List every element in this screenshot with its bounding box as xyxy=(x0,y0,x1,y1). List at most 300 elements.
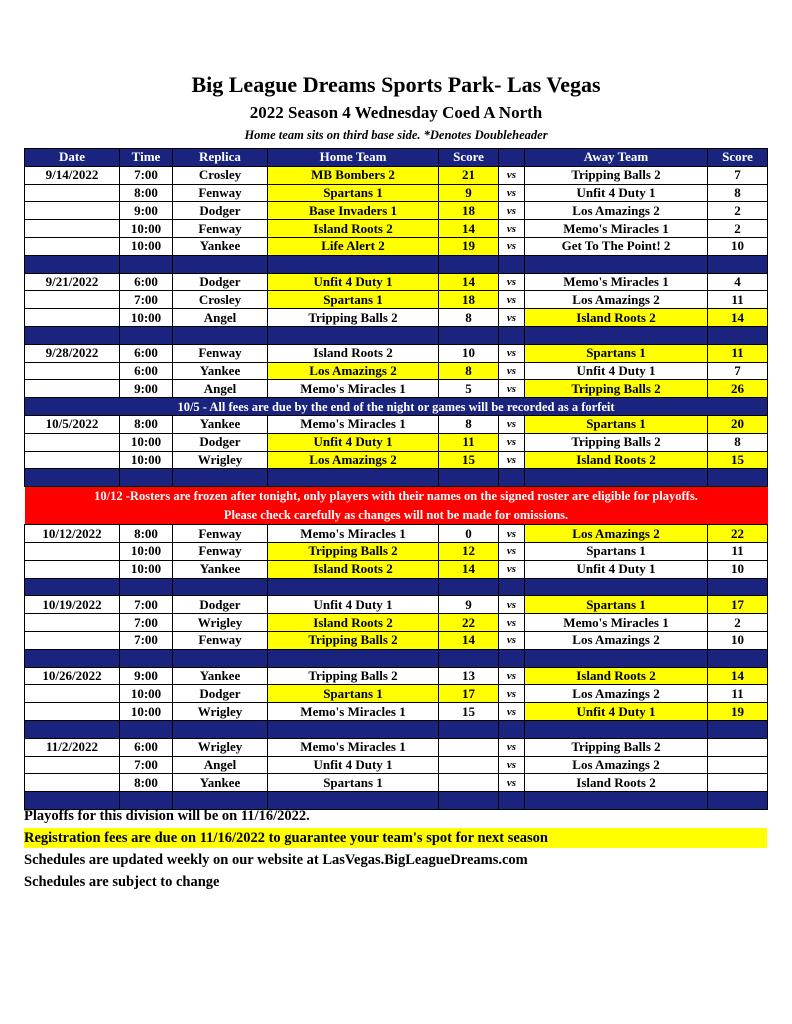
game-row xyxy=(25,237,768,255)
away-score: 20 xyxy=(708,415,768,433)
home-score xyxy=(439,756,499,774)
game-time: 8:00 xyxy=(120,525,173,543)
home-score: 15 xyxy=(439,703,499,721)
game-replica-field: Fenway xyxy=(173,525,268,543)
game-replica-field: Crosley xyxy=(173,166,268,184)
separator-cell xyxy=(25,578,120,596)
game-replica-field: Dodger xyxy=(173,202,268,220)
separator-cell xyxy=(173,720,268,738)
separator-cell xyxy=(268,649,439,667)
away-team: Tripping Balls 2 xyxy=(525,380,708,398)
home-score: 21 xyxy=(439,166,499,184)
away-score: 10 xyxy=(708,560,768,578)
separator-cell xyxy=(173,255,268,273)
separator-cell xyxy=(25,326,120,344)
game-replica-field: Angel xyxy=(173,309,268,327)
game-replica-field: Wrigley xyxy=(173,451,268,469)
away-team: Tripping Balls 2 xyxy=(525,166,708,184)
game-replica-field: Fenway xyxy=(173,184,268,202)
away-score: 2 xyxy=(708,614,768,632)
game-date xyxy=(25,451,120,469)
home-score xyxy=(439,738,499,756)
separator-cell xyxy=(439,326,499,344)
game-time: 10:00 xyxy=(120,433,173,451)
away-team: Los Amazings 2 xyxy=(525,756,708,774)
away-score: 2 xyxy=(708,202,768,220)
separator-cell xyxy=(173,469,268,487)
separator-cell xyxy=(25,255,120,273)
game-row xyxy=(25,738,768,756)
home-team: Memo's Miracles 1 xyxy=(268,525,439,543)
home-score: 14 xyxy=(439,273,499,291)
game-replica-field: Yankee xyxy=(173,237,268,255)
game-date: 10/19/2022 xyxy=(25,596,120,614)
roster-alert-row-2 xyxy=(25,506,768,525)
separator-cell xyxy=(439,469,499,487)
vs-label: vs xyxy=(499,738,525,756)
vs-label: vs xyxy=(499,433,525,451)
home-team: Memo's Miracles 1 xyxy=(268,738,439,756)
home-score: 22 xyxy=(439,614,499,632)
separator-cell xyxy=(708,469,768,487)
separator-cell xyxy=(439,649,499,667)
game-date xyxy=(25,220,120,238)
game-date xyxy=(25,774,120,792)
game-row xyxy=(25,415,768,433)
game-replica-field: Angel xyxy=(173,380,268,398)
separator-cell xyxy=(525,649,708,667)
game-time: 9:00 xyxy=(120,202,173,220)
column-header-away-team: Away Team xyxy=(525,149,708,167)
game-date xyxy=(25,685,120,703)
home-score: 0 xyxy=(439,525,499,543)
separator-cell xyxy=(439,720,499,738)
game-time: 10:00 xyxy=(120,237,173,255)
home-score: 14 xyxy=(439,220,499,238)
separator-row xyxy=(25,469,768,487)
away-score xyxy=(708,774,768,792)
away-team: Island Roots 2 xyxy=(525,451,708,469)
separator-cell xyxy=(120,326,173,344)
game-date xyxy=(25,560,120,578)
game-row xyxy=(25,542,768,560)
home-score: 8 xyxy=(439,415,499,433)
vs-label: vs xyxy=(499,184,525,202)
vs-label: vs xyxy=(499,542,525,560)
away-team: Spartans 1 xyxy=(525,542,708,560)
game-replica-field: Yankee xyxy=(173,560,268,578)
separator-cell xyxy=(25,649,120,667)
game-row xyxy=(25,273,768,291)
home-team: Unfit 4 Duty 1 xyxy=(268,596,439,614)
game-date: 10/5/2022 xyxy=(25,415,120,433)
away-score: 22 xyxy=(708,525,768,543)
game-row xyxy=(25,184,768,202)
separator-cell xyxy=(439,255,499,273)
home-score: 8 xyxy=(439,309,499,327)
home-team: Island Roots 2 xyxy=(268,344,439,362)
game-replica-field: Wrigley xyxy=(173,738,268,756)
game-date xyxy=(25,184,120,202)
game-row xyxy=(25,774,768,792)
home-team: Los Amazings 2 xyxy=(268,362,439,380)
game-row xyxy=(25,309,768,327)
home-score: 14 xyxy=(439,631,499,649)
game-date: 9/28/2022 xyxy=(25,344,120,362)
away-score: 26 xyxy=(708,380,768,398)
home-team: Spartans 1 xyxy=(268,685,439,703)
game-row xyxy=(25,631,768,649)
separator-cell xyxy=(708,720,768,738)
separator-cell xyxy=(25,720,120,738)
vs-label: vs xyxy=(499,309,525,327)
vs-label: vs xyxy=(499,631,525,649)
game-replica-field: Yankee xyxy=(173,415,268,433)
game-row xyxy=(25,451,768,469)
separator-cell xyxy=(708,578,768,596)
separator-cell xyxy=(499,720,525,738)
separator-cell xyxy=(708,326,768,344)
game-replica-field: Dodger xyxy=(173,596,268,614)
game-replica-field: Crosley xyxy=(173,291,268,309)
away-score: 11 xyxy=(708,685,768,703)
vs-label: vs xyxy=(499,362,525,380)
website-notice: Schedules are updated weekly on our website at LasVegas.BigLeagueDreams.com xyxy=(24,852,528,868)
away-team: Unfit 4 Duty 1 xyxy=(525,184,708,202)
vs-label: vs xyxy=(499,415,525,433)
schedule-note: Home team sits on third base side. *Denotes Doubleheader xyxy=(244,128,548,142)
game-time: 7:00 xyxy=(120,614,173,632)
home-score: 11 xyxy=(439,433,499,451)
game-row xyxy=(25,166,768,184)
page-subtitle: 2022 Season 4 Wednesday Coed A North xyxy=(249,103,543,122)
game-replica-field: Dodger xyxy=(173,273,268,291)
game-time: 10:00 xyxy=(120,542,173,560)
home-team: Memo's Miracles 1 xyxy=(268,415,439,433)
home-team: Island Roots 2 xyxy=(268,560,439,578)
game-replica-field: Wrigley xyxy=(173,614,268,632)
game-replica-field: Fenway xyxy=(173,542,268,560)
separator-cell xyxy=(525,469,708,487)
notice-row xyxy=(25,398,768,416)
column-header-home-team: Home Team xyxy=(268,149,439,167)
home-score: 15 xyxy=(439,451,499,469)
home-team: MB Bombers 2 xyxy=(268,166,439,184)
separator-cell xyxy=(268,578,439,596)
home-team: Spartans 1 xyxy=(268,184,439,202)
home-score: 10 xyxy=(439,344,499,362)
game-replica-field: Yankee xyxy=(173,362,268,380)
vs-label: vs xyxy=(499,344,525,362)
game-time: 10:00 xyxy=(120,220,173,238)
separator-cell xyxy=(525,255,708,273)
fees-notice: 10/5 - All fees are due by the end of the night or games will be recorded as a forfeit xyxy=(25,398,768,416)
away-score: 4 xyxy=(708,273,768,291)
separator-row xyxy=(25,326,768,344)
separator-cell xyxy=(708,649,768,667)
game-replica-field: Fenway xyxy=(173,631,268,649)
separator-row xyxy=(25,720,768,738)
home-score: 13 xyxy=(439,667,499,685)
vs-label: vs xyxy=(499,451,525,469)
game-date: 9/14/2022 xyxy=(25,166,120,184)
separator-cell xyxy=(120,720,173,738)
home-team: Tripping Balls 2 xyxy=(268,309,439,327)
separator-cell xyxy=(173,578,268,596)
away-score: 19 xyxy=(708,703,768,721)
away-score: 10 xyxy=(708,237,768,255)
game-time: 9:00 xyxy=(120,380,173,398)
away-team: Los Amazings 2 xyxy=(525,685,708,703)
game-row xyxy=(25,703,768,721)
vs-label: vs xyxy=(499,614,525,632)
home-score: 14 xyxy=(439,560,499,578)
game-row xyxy=(25,596,768,614)
away-team: Spartans 1 xyxy=(525,596,708,614)
away-team: Spartans 1 xyxy=(525,415,708,433)
away-team: Memo's Miracles 1 xyxy=(525,220,708,238)
game-row xyxy=(25,525,768,543)
home-team: Spartans 1 xyxy=(268,774,439,792)
vs-label: vs xyxy=(499,525,525,543)
game-time: 7:00 xyxy=(120,596,173,614)
game-replica-field: Wrigley xyxy=(173,703,268,721)
vs-label: vs xyxy=(499,756,525,774)
away-team: Tripping Balls 2 xyxy=(525,433,708,451)
table-header-row xyxy=(25,149,768,167)
away-team: Memo's Miracles 1 xyxy=(525,614,708,632)
playoffs-notice: Playoffs for this division will be on 11/16/2022. xyxy=(24,808,310,824)
away-score: 8 xyxy=(708,184,768,202)
separator-row xyxy=(25,649,768,667)
game-time: 6:00 xyxy=(120,273,173,291)
away-team: Tripping Balls 2 xyxy=(525,738,708,756)
away-team: Unfit 4 Duty 1 xyxy=(525,362,708,380)
vs-label: vs xyxy=(499,220,525,238)
home-team: Spartans 1 xyxy=(268,291,439,309)
home-score: 18 xyxy=(439,291,499,309)
home-team: Memo's Miracles 1 xyxy=(268,703,439,721)
game-time: 7:00 xyxy=(120,291,173,309)
home-score: 17 xyxy=(439,685,499,703)
vs-label: vs xyxy=(499,273,525,291)
home-team: Unfit 4 Duty 1 xyxy=(268,433,439,451)
separator-cell xyxy=(268,469,439,487)
game-time: 10:00 xyxy=(120,560,173,578)
game-date xyxy=(25,237,120,255)
separator-cell xyxy=(25,469,120,487)
column-header-away-score: Score xyxy=(708,149,768,167)
game-replica-field: Angel xyxy=(173,756,268,774)
vs-label: vs xyxy=(499,166,525,184)
home-team: Los Amazings 2 xyxy=(268,451,439,469)
separator-cell xyxy=(268,720,439,738)
game-row xyxy=(25,362,768,380)
separator-cell xyxy=(268,255,439,273)
roster-alert-row xyxy=(25,487,768,506)
home-team: Memo's Miracles 1 xyxy=(268,380,439,398)
home-team: Base Invaders 1 xyxy=(268,202,439,220)
game-time: 10:00 xyxy=(120,309,173,327)
home-score xyxy=(439,774,499,792)
home-score: 8 xyxy=(439,362,499,380)
game-time: 8:00 xyxy=(120,184,173,202)
away-team: Island Roots 2 xyxy=(525,667,708,685)
column-header-home-score: Score xyxy=(439,149,499,167)
separator-cell xyxy=(120,469,173,487)
game-replica-field: Dodger xyxy=(173,433,268,451)
game-date: 10/12/2022 xyxy=(25,525,120,543)
away-score: 15 xyxy=(708,451,768,469)
separator-cell xyxy=(268,326,439,344)
away-score: 14 xyxy=(708,667,768,685)
game-date xyxy=(25,433,120,451)
vs-label: vs xyxy=(499,685,525,703)
away-score: 17 xyxy=(708,596,768,614)
game-date xyxy=(25,362,120,380)
game-row xyxy=(25,685,768,703)
game-row xyxy=(25,202,768,220)
game-replica-field: Fenway xyxy=(173,220,268,238)
home-team: Tripping Balls 2 xyxy=(268,667,439,685)
separator-row xyxy=(25,578,768,596)
game-row xyxy=(25,614,768,632)
game-date: 9/21/2022 xyxy=(25,273,120,291)
away-team: Unfit 4 Duty 1 xyxy=(525,560,708,578)
vs-label: vs xyxy=(499,667,525,685)
game-row xyxy=(25,220,768,238)
game-row xyxy=(25,560,768,578)
game-time: 10:00 xyxy=(120,451,173,469)
away-team: Spartans 1 xyxy=(525,344,708,362)
home-score: 18 xyxy=(439,202,499,220)
column-header-date: Date xyxy=(25,149,120,167)
separator-cell xyxy=(525,326,708,344)
game-date xyxy=(25,756,120,774)
game-time: 9:00 xyxy=(120,667,173,685)
game-date: 10/26/2022 xyxy=(25,667,120,685)
game-time: 6:00 xyxy=(120,738,173,756)
home-score: 9 xyxy=(439,184,499,202)
separator-row xyxy=(25,255,768,273)
game-date xyxy=(25,291,120,309)
away-team: Unfit 4 Duty 1 xyxy=(525,703,708,721)
home-score: 19 xyxy=(439,237,499,255)
home-team: Life Alert 2 xyxy=(268,237,439,255)
home-team: Unfit 4 Duty 1 xyxy=(268,273,439,291)
away-score: 7 xyxy=(708,166,768,184)
game-date xyxy=(25,380,120,398)
away-score: 2 xyxy=(708,220,768,238)
home-score: 9 xyxy=(439,596,499,614)
vs-label: vs xyxy=(499,560,525,578)
roster-alert-line-1: 10/12 -Rosters are frozen after tonight, only players with their names on the signed roster are eligible for playoffs. xyxy=(25,487,768,506)
game-date: 11/2/2022 xyxy=(25,738,120,756)
home-score: 5 xyxy=(439,380,499,398)
game-time: 8:00 xyxy=(120,774,173,792)
separator-cell xyxy=(499,469,525,487)
home-team: Tripping Balls 2 xyxy=(268,542,439,560)
game-row xyxy=(25,380,768,398)
away-score: 7 xyxy=(708,362,768,380)
separator-cell xyxy=(499,649,525,667)
game-date xyxy=(25,542,120,560)
away-score: 8 xyxy=(708,433,768,451)
away-team: Los Amazings 2 xyxy=(525,291,708,309)
away-team: Get To The Point! 2 xyxy=(525,237,708,255)
separator-cell xyxy=(525,720,708,738)
separator-cell xyxy=(499,326,525,344)
home-team: Island Roots 2 xyxy=(268,614,439,632)
separator-cell xyxy=(120,578,173,596)
separator-cell xyxy=(499,255,525,273)
game-date xyxy=(25,703,120,721)
game-replica-field: Dodger xyxy=(173,685,268,703)
game-time: 10:00 xyxy=(120,685,173,703)
vs-label: vs xyxy=(499,596,525,614)
schedule-body xyxy=(25,166,768,809)
game-time: 7:00 xyxy=(120,631,173,649)
vs-label: vs xyxy=(499,291,525,309)
vs-label: vs xyxy=(499,202,525,220)
vs-label: vs xyxy=(499,774,525,792)
away-team: Los Amazings 2 xyxy=(525,525,708,543)
game-time: 7:00 xyxy=(120,166,173,184)
away-team: Island Roots 2 xyxy=(525,774,708,792)
schedule-table xyxy=(24,148,768,810)
away-score xyxy=(708,756,768,774)
game-row xyxy=(25,344,768,362)
game-date xyxy=(25,614,120,632)
vs-label: vs xyxy=(499,703,525,721)
game-time: 7:00 xyxy=(120,756,173,774)
column-header-time: Time xyxy=(120,149,173,167)
game-time: 6:00 xyxy=(120,344,173,362)
home-team: Island Roots 2 xyxy=(268,220,439,238)
away-score: 14 xyxy=(708,309,768,327)
page-title: Big League Dreams Sports Park- Las Vegas xyxy=(191,72,601,97)
separator-cell xyxy=(499,578,525,596)
separator-cell xyxy=(173,649,268,667)
away-score: 10 xyxy=(708,631,768,649)
game-replica-field: Fenway xyxy=(173,344,268,362)
vs-label: vs xyxy=(499,237,525,255)
separator-cell xyxy=(173,326,268,344)
separator-cell xyxy=(120,649,173,667)
away-score xyxy=(708,738,768,756)
game-row xyxy=(25,667,768,685)
game-date xyxy=(25,309,120,327)
column-header-vs xyxy=(499,149,525,167)
home-team: Tripping Balls 2 xyxy=(268,631,439,649)
roster-alert-line-2: Please check carefully as changes will not be made for omissions. xyxy=(25,506,768,525)
vs-label: vs xyxy=(499,380,525,398)
column-header-replica: Replica xyxy=(173,149,268,167)
away-score: 11 xyxy=(708,291,768,309)
game-replica-field: Yankee xyxy=(173,774,268,792)
separator-cell xyxy=(439,578,499,596)
away-team: Island Roots 2 xyxy=(525,309,708,327)
game-time: 8:00 xyxy=(120,415,173,433)
game-row xyxy=(25,756,768,774)
home-team: Unfit 4 Duty 1 xyxy=(268,756,439,774)
separator-cell xyxy=(708,255,768,273)
separator-cell xyxy=(525,578,708,596)
game-replica-field: Yankee xyxy=(173,667,268,685)
home-score: 12 xyxy=(439,542,499,560)
away-score: 11 xyxy=(708,542,768,560)
game-row xyxy=(25,291,768,309)
